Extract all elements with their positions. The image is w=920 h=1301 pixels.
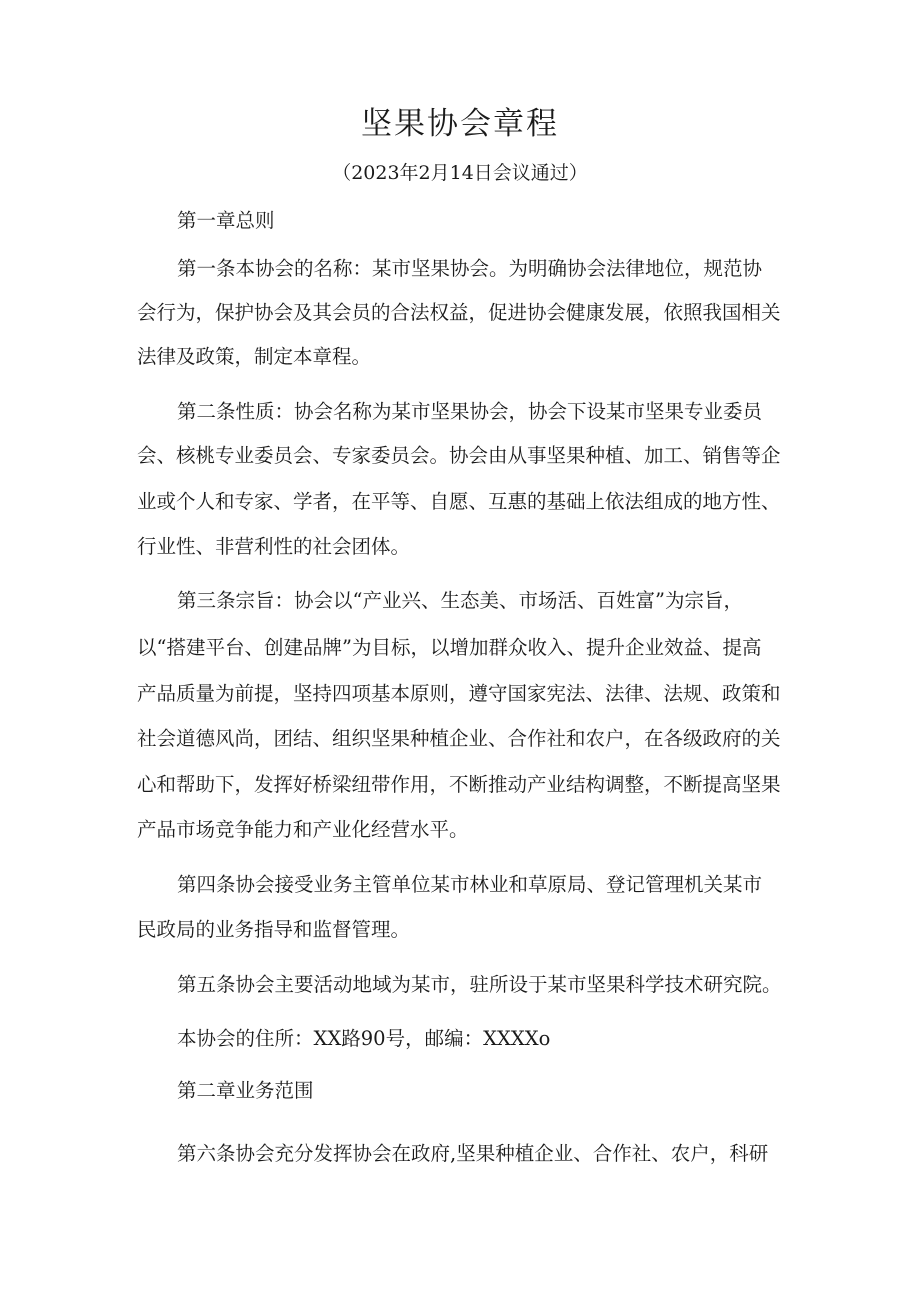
paragraph-line: 本协会的住所：XX路90号，邮编：XXXXo [177, 1027, 551, 1050]
document-subtitle: （2023年2月14日会议通过） [332, 162, 588, 184]
paragraph-line: 以“搭建平台、创建品牌”为目标，以增加群众收入、提升企业效益、提高 [137, 636, 762, 659]
paragraph-line: 民政局的业务指导和监督管理。 [137, 918, 411, 941]
paragraph-line: 第五条协会主要活动地域为某市，驻所设于某市坚果科学技术研究院。 [177, 973, 782, 996]
paragraph-line: 第二条性质：协会名称为某市坚果协会，协会下设某市坚果专业委员 [177, 400, 763, 423]
paragraph-line: 产品质量为前提，坚持四项基本原则，遵守国家宪法、法律、法规、政策和 [137, 682, 781, 705]
paragraph-line: 会行为，保护协会及其会员的合法权益，促进协会健康发展，依照我国相关 [137, 301, 781, 324]
paragraph-line: 心和帮助下，发挥好桥梁纽带作用，不断推动产业结构调整，不断提高坚果 [137, 773, 781, 796]
paragraph-line: 第四条协会接受业务主管单位某市林业和草原局、登记管理机关某市 [177, 873, 763, 896]
paragraph-line: 第一条本协会的名称：某市坚果协会。为明确协会法律地位，规范协 [177, 257, 763, 280]
chapter-heading: 第一章总则 [177, 209, 275, 232]
document-title: 坚果协会章程 [361, 106, 559, 142]
paragraph-line: 行业性、非营利性的社会团体。 [137, 535, 411, 558]
chapter-heading: 第二章业务范围 [177, 1079, 314, 1102]
paragraph-line: 社会道德风尚，团结、组织坚果种植企业、合作社和农户，在各级政府的关 [137, 727, 781, 750]
paragraph-line: 第三条宗旨：协会以“产业兴、生态美、市场活、百姓富”为宗旨， [177, 589, 743, 612]
paragraph-line: 法律及政策，制定本章程。 [137, 345, 372, 368]
paragraph-line: 业或个人和专家、学者，在平等、自愿、互惠的基础上依法组成的地方性、 [137, 490, 781, 513]
paragraph-line: 产品市场竞争能力和产业化经营水平。 [137, 818, 469, 841]
paragraph-line: 第六条协会充分发挥协会在政府,坚果种植企业、合作社、农户，科研 [177, 1142, 769, 1165]
paragraph-line: 会、核桃专业委员会、专家委员会。协会由从事坚果种植、加工、销售等企 [137, 444, 781, 467]
